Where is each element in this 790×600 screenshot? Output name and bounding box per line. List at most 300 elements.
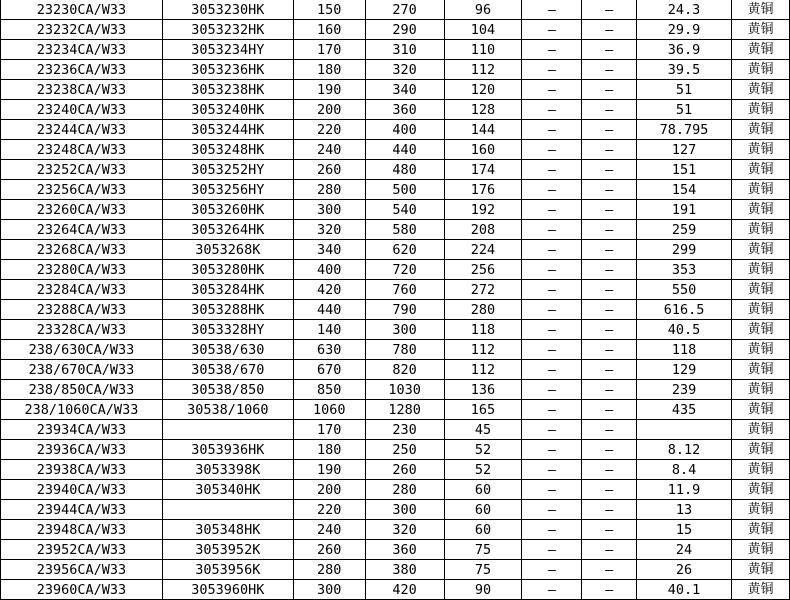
- cell-col-6: —: [522, 220, 582, 240]
- cell-col-6: —: [522, 160, 582, 180]
- table-row: [1, 480, 790, 500]
- cell-col-6: —: [522, 360, 582, 380]
- cell-cage-material: 黄铜: [731, 460, 789, 480]
- cell-outer-diameter: 580: [365, 220, 444, 240]
- cell-col-6: —: [522, 260, 582, 280]
- cell-model-number: 23248CA/W33: [1, 140, 163, 160]
- cell-code: 30538/630: [162, 340, 293, 360]
- cell-col-6: —: [522, 0, 582, 20]
- cell-outer-diameter: 780: [365, 340, 444, 360]
- cell-col-6: —: [522, 520, 582, 540]
- cell-weight: [637, 420, 732, 440]
- cell-outer-diameter: 1030: [365, 380, 444, 400]
- cell-col-6: —: [522, 20, 582, 40]
- table-row: [1, 160, 790, 180]
- cell-col-7: —: [582, 20, 637, 40]
- cell-model-number: 238/630CA/W33: [1, 340, 163, 360]
- cell-bore-diameter: 170: [293, 420, 365, 440]
- cell-bore-diameter: 240: [293, 140, 365, 160]
- cell-model-number: 23944CA/W33: [1, 500, 163, 520]
- cell-col-7: —: [582, 580, 637, 600]
- cell-model-number: 23232CA/W33: [1, 20, 163, 40]
- cell-col-7: —: [582, 120, 637, 140]
- cell-weight: 26: [637, 560, 732, 580]
- cell-col-7: —: [582, 240, 637, 260]
- cell-col-6: —: [522, 200, 582, 220]
- cell-code: 3053328HY: [162, 320, 293, 340]
- cell-col-6: —: [522, 180, 582, 200]
- cell-code: 3053264HK: [162, 220, 293, 240]
- cell-weight: 15: [637, 520, 732, 540]
- cell-code: 3053268K: [162, 240, 293, 260]
- cell-bore-diameter: 260: [293, 540, 365, 560]
- cell-width: 165: [444, 400, 522, 420]
- cell-col-7: —: [582, 140, 637, 160]
- cell-cage-material: 黄铜: [731, 40, 789, 60]
- cell-col-6: —: [522, 400, 582, 420]
- cell-outer-diameter: 440: [365, 140, 444, 160]
- cell-model-number: 23934CA/W33: [1, 420, 163, 440]
- cell-weight: 191: [637, 200, 732, 220]
- cell-model-number: 23940CA/W33: [1, 480, 163, 500]
- cell-model-number: 23260CA/W33: [1, 200, 163, 220]
- cell-weight: 8.12: [637, 440, 732, 460]
- cell-col-7: —: [582, 440, 637, 460]
- cell-weight: 299: [637, 240, 732, 260]
- table-row: [1, 380, 790, 400]
- cell-width: 45: [444, 420, 522, 440]
- cell-col-6: —: [522, 120, 582, 140]
- cell-weight: 40.5: [637, 320, 732, 340]
- table-row: [1, 100, 790, 120]
- cell-col-6: —: [522, 540, 582, 560]
- cell-width: 256: [444, 260, 522, 280]
- table-row: [1, 180, 790, 200]
- table-row: [1, 340, 790, 360]
- cell-bore-diameter: 400: [293, 260, 365, 280]
- cell-cage-material: 黄铜: [731, 580, 789, 600]
- cell-col-6: —: [522, 40, 582, 60]
- cell-code: [162, 420, 293, 440]
- cell-col-7: —: [582, 180, 637, 200]
- cell-bore-diameter: 260: [293, 160, 365, 180]
- cell-outer-diameter: 300: [365, 500, 444, 520]
- cell-outer-diameter: 320: [365, 60, 444, 80]
- cell-col-7: —: [582, 540, 637, 560]
- cell-width: 224: [444, 240, 522, 260]
- table-row: [1, 40, 790, 60]
- cell-weight: 550: [637, 280, 732, 300]
- table-row: [1, 420, 790, 440]
- cell-width: 136: [444, 380, 522, 400]
- cell-code: 3053288HK: [162, 300, 293, 320]
- cell-code: 3053236HK: [162, 60, 293, 80]
- cell-model-number: 23938CA/W33: [1, 460, 163, 480]
- cell-cage-material: 黄铜: [731, 440, 789, 460]
- table-row: [1, 500, 790, 520]
- cell-cage-material: 黄铜: [731, 520, 789, 540]
- cell-weight: 24: [637, 540, 732, 560]
- cell-col-6: —: [522, 500, 582, 520]
- cell-col-7: —: [582, 60, 637, 80]
- cell-col-6: —: [522, 580, 582, 600]
- cell-cage-material: 黄铜: [731, 0, 789, 20]
- table-row: [1, 200, 790, 220]
- cell-col-7: —: [582, 160, 637, 180]
- table-row: [1, 220, 790, 240]
- table-row: [1, 300, 790, 320]
- cell-cage-material: 黄铜: [731, 180, 789, 200]
- cell-cage-material: 黄铜: [731, 60, 789, 80]
- cell-width: 52: [444, 460, 522, 480]
- cell-bore-diameter: 320: [293, 220, 365, 240]
- cell-col-7: —: [582, 280, 637, 300]
- cell-model-number: 238/1060CA/W33: [1, 400, 163, 420]
- cell-cage-material: 黄铜: [731, 160, 789, 180]
- cell-outer-diameter: 1280: [365, 400, 444, 420]
- cell-weight: 39.5: [637, 60, 732, 80]
- cell-width: 118: [444, 320, 522, 340]
- cell-width: 120: [444, 80, 522, 100]
- cell-col-7: —: [582, 320, 637, 340]
- cell-model-number: 23236CA/W33: [1, 60, 163, 80]
- cell-col-7: —: [582, 420, 637, 440]
- cell-col-7: —: [582, 400, 637, 420]
- cell-code: 3053284HK: [162, 280, 293, 300]
- cell-cage-material: 黄铜: [731, 500, 789, 520]
- cell-col-6: —: [522, 240, 582, 260]
- cell-cage-material: 黄铜: [731, 140, 789, 160]
- table-row: [1, 460, 790, 480]
- cell-code: 3053936HK: [162, 440, 293, 460]
- cell-code: 3053230HK: [162, 0, 293, 20]
- cell-col-7: —: [582, 560, 637, 580]
- cell-col-6: —: [522, 140, 582, 160]
- cell-model-number: 23264CA/W33: [1, 220, 163, 240]
- cell-cage-material: 黄铜: [731, 340, 789, 360]
- cell-bore-diameter: 200: [293, 480, 365, 500]
- cell-cage-material: 黄铜: [731, 300, 789, 320]
- table-row: [1, 240, 790, 260]
- table-row: [1, 0, 790, 20]
- cell-weight: 129: [637, 360, 732, 380]
- table-row: [1, 360, 790, 380]
- cell-width: 90: [444, 580, 522, 600]
- cell-cage-material: 黄铜: [731, 80, 789, 100]
- cell-col-7: —: [582, 40, 637, 60]
- cell-code: [162, 500, 293, 520]
- cell-outer-diameter: 620: [365, 240, 444, 260]
- cell-width: 104: [444, 20, 522, 40]
- cell-col-7: —: [582, 100, 637, 120]
- cell-code: 3053244HK: [162, 120, 293, 140]
- cell-bore-diameter: 280: [293, 560, 365, 580]
- cell-code: 30538/850: [162, 380, 293, 400]
- cell-bore-diameter: 300: [293, 580, 365, 600]
- cell-col-7: —: [582, 500, 637, 520]
- cell-bore-diameter: 300: [293, 200, 365, 220]
- cell-col-7: —: [582, 460, 637, 480]
- table-row: [1, 120, 790, 140]
- cell-model-number: 23234CA/W33: [1, 40, 163, 60]
- cell-cage-material: 黄铜: [731, 240, 789, 260]
- cell-outer-diameter: 260: [365, 460, 444, 480]
- cell-cage-material: 黄铜: [731, 480, 789, 500]
- cell-col-7: —: [582, 220, 637, 240]
- cell-width: 272: [444, 280, 522, 300]
- cell-col-6: —: [522, 60, 582, 80]
- cell-weight: 259: [637, 220, 732, 240]
- cell-bore-diameter: 220: [293, 500, 365, 520]
- cell-weight: 154: [637, 180, 732, 200]
- cell-col-6: —: [522, 300, 582, 320]
- cell-width: 160: [444, 140, 522, 160]
- cell-outer-diameter: 720: [365, 260, 444, 280]
- cell-col-7: —: [582, 260, 637, 280]
- cell-outer-diameter: 380: [365, 560, 444, 580]
- cell-col-7: —: [582, 300, 637, 320]
- cell-cage-material: 黄铜: [731, 540, 789, 560]
- cell-cage-material: 黄铜: [731, 220, 789, 240]
- table-row: [1, 60, 790, 80]
- cell-weight: 239: [637, 380, 732, 400]
- cell-outer-diameter: 300: [365, 320, 444, 340]
- cell-outer-diameter: 540: [365, 200, 444, 220]
- cell-width: 208: [444, 220, 522, 240]
- cell-bore-diameter: 220: [293, 120, 365, 140]
- cell-weight: 151: [637, 160, 732, 180]
- cell-model-number: 23956CA/W33: [1, 560, 163, 580]
- cell-model-number: 23240CA/W33: [1, 100, 163, 120]
- cell-width: 112: [444, 60, 522, 80]
- cell-bore-diameter: 630: [293, 340, 365, 360]
- cell-col-6: —: [522, 420, 582, 440]
- cell-code: 3053248HK: [162, 140, 293, 160]
- cell-code: 3053252HY: [162, 160, 293, 180]
- cell-outer-diameter: 790: [365, 300, 444, 320]
- cell-bore-diameter: 190: [293, 460, 365, 480]
- cell-weight: 78.795: [637, 120, 732, 140]
- cell-weight: 24.3: [637, 0, 732, 20]
- table-row: [1, 520, 790, 540]
- cell-col-7: —: [582, 80, 637, 100]
- cell-code: 3053238HK: [162, 80, 293, 100]
- cell-col-7: —: [582, 480, 637, 500]
- cell-code: 3053960HK: [162, 580, 293, 600]
- cell-model-number: 23238CA/W33: [1, 80, 163, 100]
- cell-width: 75: [444, 540, 522, 560]
- table-row: [1, 540, 790, 560]
- cell-width: 280: [444, 300, 522, 320]
- cell-weight: 616.5: [637, 300, 732, 320]
- cell-outer-diameter: 310: [365, 40, 444, 60]
- cell-width: 112: [444, 340, 522, 360]
- cell-model-number: 23284CA/W33: [1, 280, 163, 300]
- cell-width: 60: [444, 520, 522, 540]
- cell-code: 3053240HK: [162, 100, 293, 120]
- cell-model-number: 23952CA/W33: [1, 540, 163, 560]
- cell-col-7: —: [582, 200, 637, 220]
- table-row: [1, 560, 790, 580]
- cell-code: 3053280HK: [162, 260, 293, 280]
- cell-weight: 40.1: [637, 580, 732, 600]
- cell-outer-diameter: 340: [365, 80, 444, 100]
- cell-col-6: —: [522, 460, 582, 480]
- cell-outer-diameter: 250: [365, 440, 444, 460]
- cell-outer-diameter: 360: [365, 100, 444, 120]
- cell-bore-diameter: 200: [293, 100, 365, 120]
- cell-cage-material: 黄铜: [731, 280, 789, 300]
- cell-weight: 118: [637, 340, 732, 360]
- cell-col-6: —: [522, 340, 582, 360]
- cell-outer-diameter: 760: [365, 280, 444, 300]
- cell-model-number: 23268CA/W33: [1, 240, 163, 260]
- cell-weight: 11.9: [637, 480, 732, 500]
- cell-model-number: 23948CA/W33: [1, 520, 163, 540]
- cell-col-6: —: [522, 380, 582, 400]
- cell-bore-diameter: 850: [293, 380, 365, 400]
- table-row: [1, 320, 790, 340]
- cell-bore-diameter: 190: [293, 80, 365, 100]
- cell-bore-diameter: 140: [293, 320, 365, 340]
- cell-bore-diameter: 440: [293, 300, 365, 320]
- table-row: [1, 140, 790, 160]
- cell-code: 3053956K: [162, 560, 293, 580]
- cell-model-number: 238/850CA/W33: [1, 380, 163, 400]
- cell-cage-material: 黄铜: [731, 560, 789, 580]
- cell-code: 3053232HK: [162, 20, 293, 40]
- cell-outer-diameter: 290: [365, 20, 444, 40]
- cell-col-6: —: [522, 320, 582, 340]
- cell-bore-diameter: 420: [293, 280, 365, 300]
- cell-model-number: 238/670CA/W33: [1, 360, 163, 380]
- cell-code: 305348HK: [162, 520, 293, 540]
- cell-cage-material: 黄铜: [731, 400, 789, 420]
- cell-cage-material: 黄铜: [731, 320, 789, 340]
- cell-code: 3053260HK: [162, 200, 293, 220]
- cell-width: 60: [444, 480, 522, 500]
- cell-weight: 29.9: [637, 20, 732, 40]
- cell-col-7: —: [582, 520, 637, 540]
- table-row: [1, 440, 790, 460]
- cell-code: 305340HK: [162, 480, 293, 500]
- cell-col-7: —: [582, 360, 637, 380]
- cell-width: 60: [444, 500, 522, 520]
- cell-bore-diameter: 160: [293, 20, 365, 40]
- cell-bore-diameter: 280: [293, 180, 365, 200]
- cell-outer-diameter: 280: [365, 480, 444, 500]
- cell-cage-material: 黄铜: [731, 200, 789, 220]
- cell-model-number: 23936CA/W33: [1, 440, 163, 460]
- cell-bore-diameter: 1060: [293, 400, 365, 420]
- cell-code: 3053234HY: [162, 40, 293, 60]
- cell-cage-material: 黄铜: [731, 260, 789, 280]
- cell-width: 112: [444, 360, 522, 380]
- cell-bore-diameter: 180: [293, 60, 365, 80]
- cell-model-number: 23960CA/W33: [1, 580, 163, 600]
- cell-width: 96: [444, 0, 522, 20]
- cell-code: 3053952K: [162, 540, 293, 560]
- cell-code: 30538/1060: [162, 400, 293, 420]
- cell-bore-diameter: 340: [293, 240, 365, 260]
- cell-bore-diameter: 150: [293, 0, 365, 20]
- table-row: [1, 280, 790, 300]
- table-row: [1, 260, 790, 280]
- cell-width: 192: [444, 200, 522, 220]
- cell-weight: 51: [637, 100, 732, 120]
- cell-bore-diameter: 670: [293, 360, 365, 380]
- table-row: [1, 20, 790, 40]
- cell-width: 144: [444, 120, 522, 140]
- cell-weight: 51: [637, 80, 732, 100]
- cell-model-number: 23230CA/W33: [1, 0, 163, 20]
- cell-cage-material: 黄铜: [731, 20, 789, 40]
- cell-width: 176: [444, 180, 522, 200]
- cell-col-6: —: [522, 560, 582, 580]
- table-row: [1, 580, 790, 600]
- cell-col-6: —: [522, 100, 582, 120]
- cell-outer-diameter: 270: [365, 0, 444, 20]
- cell-code: 30538/670: [162, 360, 293, 380]
- cell-outer-diameter: 820: [365, 360, 444, 380]
- cell-code: 3053398K: [162, 460, 293, 480]
- cell-bore-diameter: 170: [293, 40, 365, 60]
- cell-col-7: —: [582, 380, 637, 400]
- cell-outer-diameter: 360: [365, 540, 444, 560]
- cell-weight: 127: [637, 140, 732, 160]
- cell-outer-diameter: 230: [365, 420, 444, 440]
- cell-cage-material: 黄铜: [731, 420, 789, 440]
- cell-col-6: —: [522, 280, 582, 300]
- cell-weight: 36.9: [637, 40, 732, 60]
- cell-cage-material: 黄铜: [731, 120, 789, 140]
- cell-bore-diameter: 240: [293, 520, 365, 540]
- cell-width: 75: [444, 560, 522, 580]
- cell-col-6: —: [522, 480, 582, 500]
- cell-weight: 435: [637, 400, 732, 420]
- cell-model-number: 23328CA/W33: [1, 320, 163, 340]
- cell-outer-diameter: 500: [365, 180, 444, 200]
- cell-width: 128: [444, 100, 522, 120]
- cell-model-number: 23280CA/W33: [1, 260, 163, 280]
- cell-weight: 13: [637, 500, 732, 520]
- cell-width: 52: [444, 440, 522, 460]
- cell-model-number: 23252CA/W33: [1, 160, 163, 180]
- cell-width: 174: [444, 160, 522, 180]
- cell-outer-diameter: 480: [365, 160, 444, 180]
- cell-cage-material: 黄铜: [731, 380, 789, 400]
- cell-col-7: —: [582, 340, 637, 360]
- cell-model-number: 23256CA/W33: [1, 180, 163, 200]
- cell-outer-diameter: 420: [365, 580, 444, 600]
- cell-outer-diameter: 320: [365, 520, 444, 540]
- cell-col-6: —: [522, 80, 582, 100]
- cell-cage-material: 黄铜: [731, 100, 789, 120]
- cell-col-6: —: [522, 440, 582, 460]
- cell-model-number: 23288CA/W33: [1, 300, 163, 320]
- cell-col-7: —: [582, 0, 637, 20]
- cell-outer-diameter: 400: [365, 120, 444, 140]
- cell-cage-material: 黄铜: [731, 360, 789, 380]
- cell-model-number: 23244CA/W33: [1, 120, 163, 140]
- cell-bore-diameter: 180: [293, 440, 365, 460]
- cell-code: 3053256HY: [162, 180, 293, 200]
- cell-width: 110: [444, 40, 522, 60]
- cell-weight: 8.4: [637, 460, 732, 480]
- table-row: [1, 80, 790, 100]
- table-row: [1, 400, 790, 420]
- cell-weight: 353: [637, 260, 732, 280]
